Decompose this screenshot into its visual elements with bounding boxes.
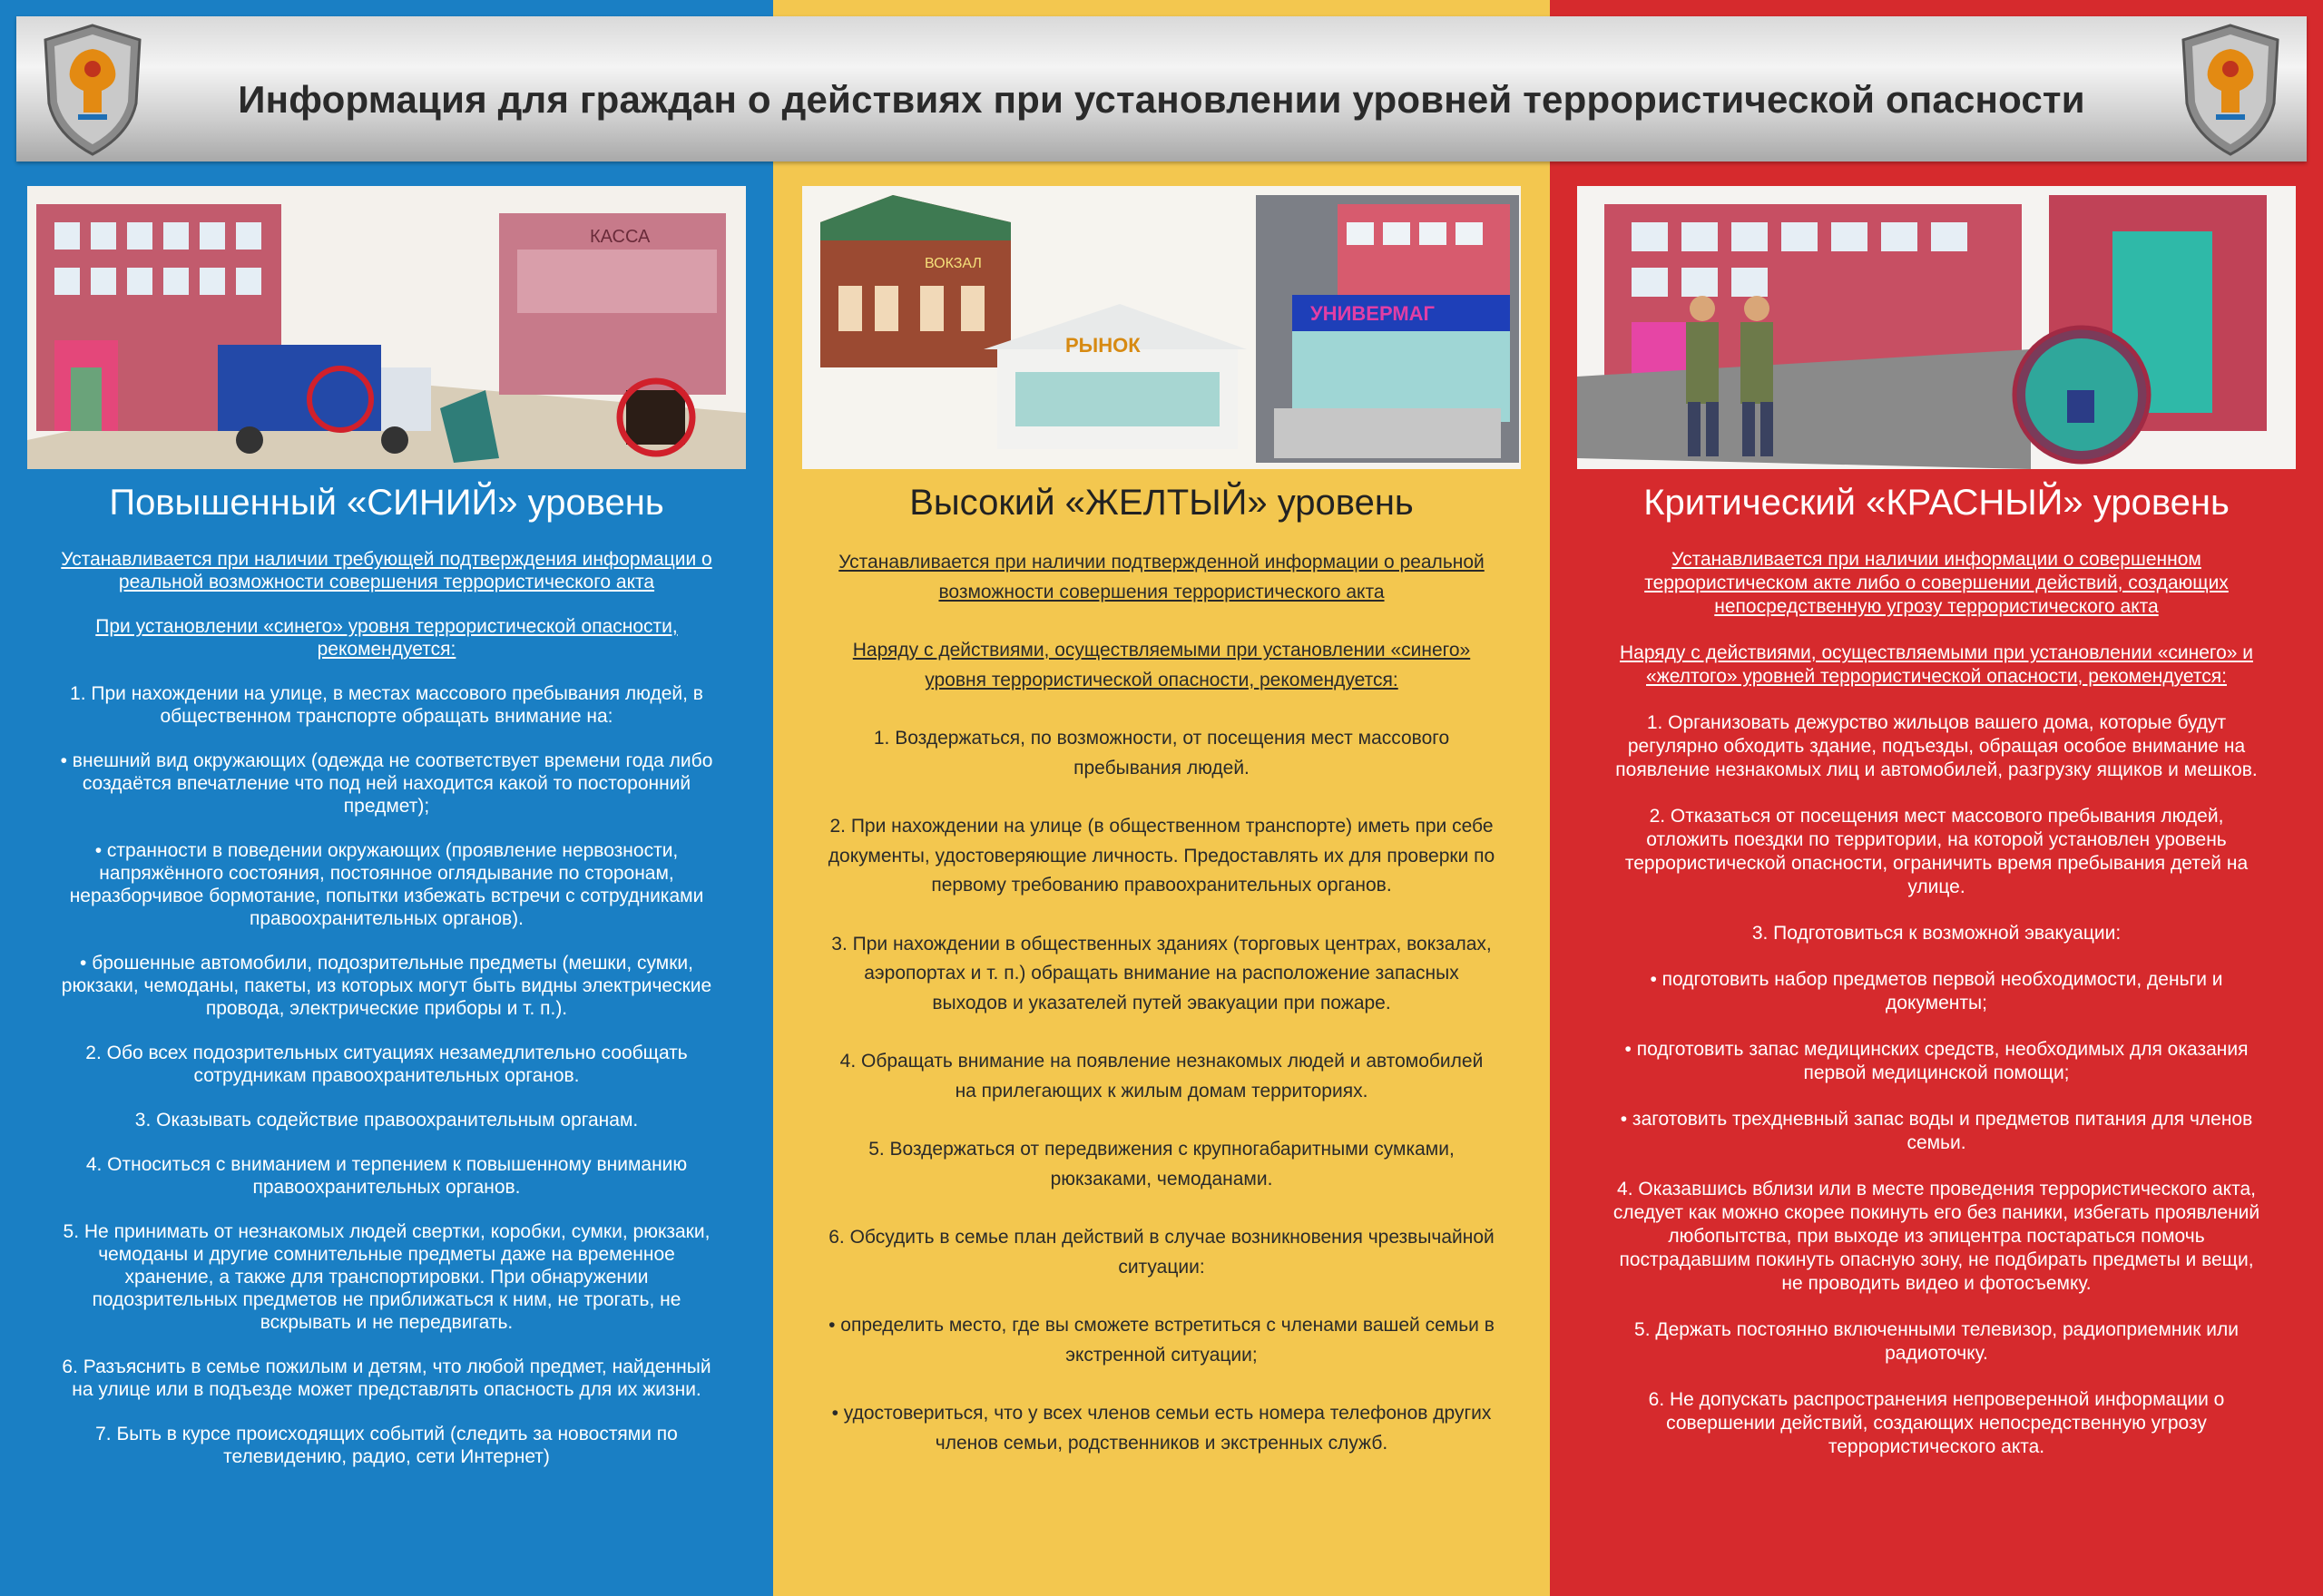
- rynok-sign: РЫНОК: [1065, 334, 1141, 357]
- list-item: 1. Воздержаться, по возможности, от посещения мест массового пребывания людей.: [873, 728, 1450, 778]
- list-item: 3. Подготовиться к возможной эвакуации:: [1751, 923, 2122, 944]
- blue-recommend: При установлении «синего» уровня террористической опасности, рекомендуется:: [95, 616, 678, 660]
- list-item: • определить место, где вы сможете встретиться с членами вашей семьи в экстренной ситуации;: [828, 1315, 1495, 1366]
- list-item: 1. Организовать дежурство жильцов вашего дома, которые будут регулярно обходить здание, подъезды, обращая особое внимание на появление незнакомых лиц и автомобилей, разгрузку ящиков и мешков.: [1615, 712, 2258, 780]
- blue-level-text: [56, 548, 717, 1490]
- red-recommend: Наряду с действиями, осуществляемыми при установлении «синего» и «желтого» уровней террористической опасности, рекомендуется:: [1619, 642, 2253, 687]
- blue-level-illustration: [27, 186, 746, 469]
- shield-emblem-icon: [2176, 22, 2285, 158]
- list-item: 4. Оказавшись вблизи или в месте проведения террористического акта, следует как можно скорее покинуть его без паники, избегать проявлений любопытства, при выходе из эпицентра постараться помочь пострадавшим покинуть опасную зону, не подбирать предметы и вещи, не проводить видео и фотосъемку.: [1612, 1179, 2260, 1294]
- list-item: 6. Разъяснить в семье пожилым и детям, что любой предмет, найденный на улице или в подъезде может представлять опасность для их жизни.: [62, 1356, 711, 1400]
- list-item: 5. Не принимать от незнакомых людей свертки, коробки, сумки, рюкзаки, чемоданы и другие сомнительные предметы даже на временное хранение, а также для транспортировки. При обнаружении подозрительных предметов не приближаться к ним, не трогать, не вскрывать и не передвигать.: [63, 1221, 711, 1333]
- list-item: 4. Обращать внимание на появление незнакомых людей и автомобилей на прилегающих к жилым домам территориях.: [839, 1051, 1484, 1102]
- list-item: • подготовить набор предметов первой необходимости, деньги и документы;: [1650, 969, 2223, 1013]
- list-item: • удостовериться, что у всех членов семьи есть номера телефонов других членов семьи, родственников и экстренных служб.: [831, 1403, 1492, 1454]
- list-item: 6. Не допускать распространения непроверенной информации о совершении действий, создающих непосредственную угрозу террористического акта.: [1648, 1389, 2225, 1457]
- list-item: • подготовить запас медицинских средств, необходимых для оказания первой медицинской помощи;: [1624, 1039, 2249, 1083]
- list-item: 3. Оказывать содействие правоохранительным органам.: [134, 1110, 639, 1131]
- list-item: 2. При нахождении на улице (в общественном транспорте) иметь при себе документы, удостоверяющие личность. Предоставлять их для проверки по первому требованию правоохранительных органов.: [828, 816, 1495, 896]
- list-item: 6. Обсудить в семье план действий в случае возникновения чрезвычайной ситуации:: [828, 1227, 1495, 1278]
- yellow-level-text: [828, 548, 1495, 1487]
- list-item: • заготовить трехдневный запас воды и предметов питания для членов семьи.: [1620, 1109, 2253, 1153]
- list-item: 1. При нахождении на улице, в местах массового пребывания людей, в общественном транспорте обращать внимание на:: [70, 683, 703, 727]
- kassa-sign: КАССА: [590, 227, 651, 247]
- header-banner: [16, 16, 2307, 162]
- page-title: Информация для граждан о действиях при установлении уровней террористической опасности: [238, 78, 2085, 121]
- list-item: 2. Отказаться от посещения мест массового пребывания людей, отложить поездки по территории, на которой установлен уровень террористической опасности, ограничить время пребывания детей на улице.: [1624, 806, 2249, 897]
- list-item: 2. Обо всех подозрительных ситуациях незамедлительно сообщать сотрудникам правоохранительных органов.: [85, 1043, 688, 1086]
- list-item: 5. Держать постоянно включенными телевизор, радиоприемник или радиоточку.: [1634, 1319, 2239, 1364]
- list-item: 5. Воздержаться от передвижения с крупногабаритными сумками, рюкзаками, чемоданами.: [868, 1139, 1455, 1190]
- yellow-level-illustration: [802, 186, 1521, 469]
- yellow-recommend: Наряду с действиями, осуществляемыми при установлении «синего» уровня террористической опасности, рекомендуется:: [852, 640, 1471, 690]
- red-intro: Устанавливается при наличии информации о совершенном террористическом акте либо о совершении действий, создающих непосредственную угрозу террористического акта: [1644, 549, 2229, 617]
- list-item: 4. Относиться с вниманием и терпением к повышенному вниманию правоохранительных органов.: [85, 1154, 688, 1198]
- red-level-illustration: [1577, 186, 2296, 469]
- blue-level-title: Повышенный «СИНИЙ» уровень: [109, 483, 664, 523]
- yellow-level-title: Высокий «ЖЕЛТЫЙ» уровень: [909, 483, 1414, 523]
- red-level-title: Критический «КРАСНЫЙ» уровень: [1643, 483, 2230, 523]
- univermag-sign: УНИВЕРМАГ: [1310, 302, 1436, 325]
- list-item: • странности в поведении окружающих (проявление нервозности, напряжённого состояния, постоянное оглядывание по сторонам, неразборчивое бормотание, попытки избежать встречи с сотрудниками правоохранительных органов).: [69, 840, 704, 929]
- list-item: • брошенные автомобили, подозрительные предметы (мешки, сумки, рюкзаки, чемоданы, пакеты, из которых могут быть видны электрические провода, электрические приборы и т. п.).: [61, 953, 712, 1019]
- list-item: 7. Быть в курсе происходящих событий (следить за новостями по телевидению, радио, сети Интернет): [95, 1424, 678, 1467]
- red-level-text: [1608, 548, 2265, 1482]
- blue-intro: Устанавливается при наличии требующей подтверждения информации о реальной возможности совершения террористического акта: [61, 549, 712, 592]
- vokzal-sign: ВОКЗАЛ: [925, 256, 982, 271]
- list-item: • внешний вид окружающих (одежда не соответствует времени года либо создаётся впечатление что под ней находится какой то посторонний предмет);: [60, 750, 713, 817]
- yellow-intro: Устанавливается при наличии подтвержденной информации о реальной возможности совершения террористического акта: [838, 552, 1485, 602]
- list-item: 3. При нахождении в общественных зданиях (торговых центрах, вокзалах, аэропортах и т. п.) обращать внимание на расположение запасных выходов и указателей путей эвакуации при пожаре.: [831, 933, 1492, 1013]
